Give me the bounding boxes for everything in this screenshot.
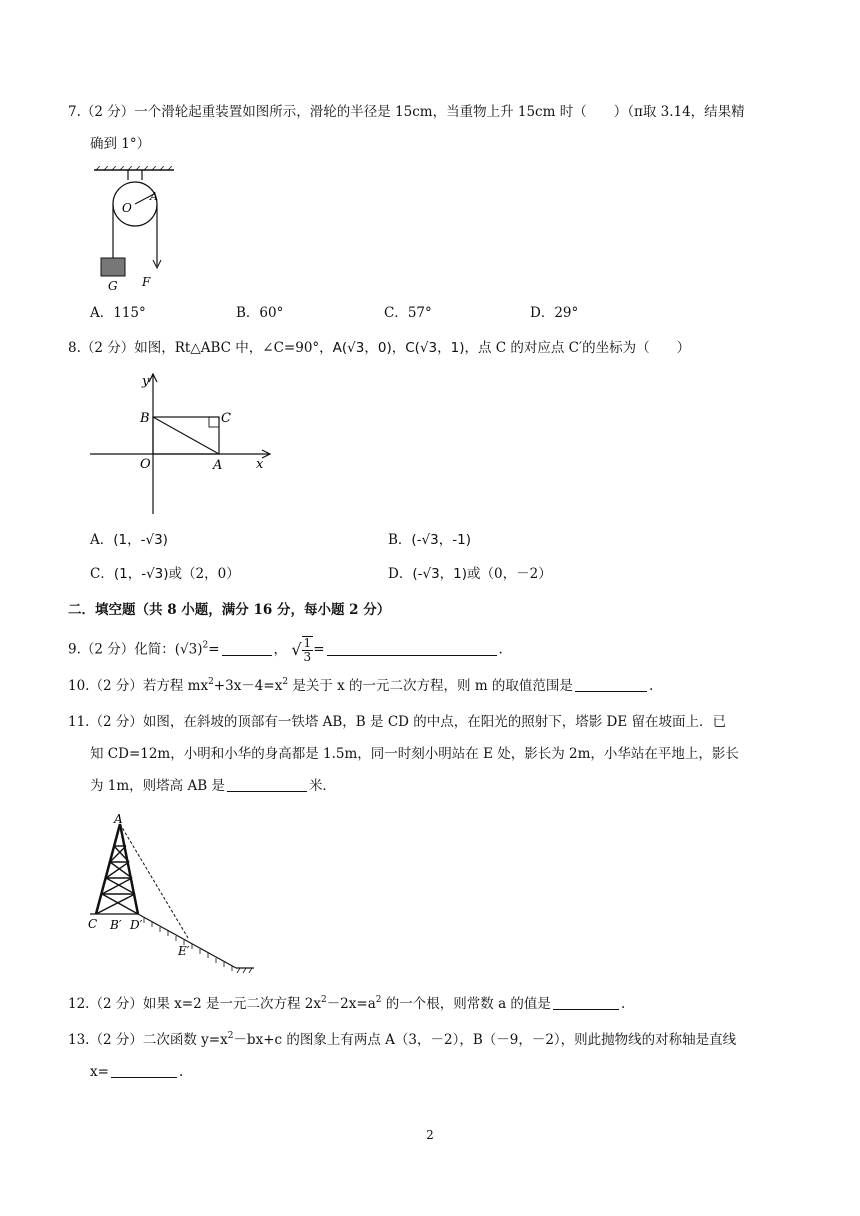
- q8-option-c: [90, 564, 240, 584]
- q8-option-b-value: (-√3，-1): [411, 532, 471, 548]
- q12-blank[interactable]: [553, 995, 619, 1010]
- axis-label-y: y: [142, 374, 150, 389]
- q9-fraction-denominator: 3: [303, 650, 312, 664]
- q13-line1: [68, 1030, 736, 1050]
- q8-stem-end: ，点 C 的对应点 C′的坐标为（ ）: [464, 340, 691, 356]
- q12-line: [68, 994, 625, 1014]
- q8-option-d-value: (-√3，1): [412, 566, 468, 582]
- q13-period: .: [178, 1064, 184, 1080]
- q13-exponent: 2: [227, 1031, 234, 1041]
- q9-period: .: [498, 641, 503, 658]
- q8-option-b-label: B．: [388, 532, 412, 548]
- q7-option-a: A．115°: [90, 305, 146, 321]
- q13-line2: [90, 1062, 183, 1082]
- q11-line1: 11.（2 分）如图，在斜坡的顶部有一铁塔 AB，B 是 CD 的中点，在阳光的照射下，塔影 DE 留在坡面上．已: [68, 714, 727, 730]
- q12-text-c: 的一个根，则常数 a 的值是: [381, 996, 551, 1012]
- q12-text-b: －2x=a: [326, 996, 376, 1012]
- tower-figure: [86, 810, 256, 975]
- coordinate-figure: [88, 368, 278, 518]
- q9-blank-2[interactable]: [327, 641, 497, 656]
- q7-option-b: B．60°: [236, 305, 284, 321]
- sqrt-sign: √: [291, 640, 302, 659]
- q8-option-a-label: A．: [90, 532, 114, 548]
- q10-exponent-1: 2: [208, 677, 214, 687]
- pulley-label-a: A: [150, 190, 158, 203]
- q13-text-a: 13.（2 分）二次函数 y=x: [68, 1032, 228, 1048]
- q11-line2: 知 CD=12m，小明和小华的身高都是 1.5m，同一时刻小明站在 E 处，影长为 2m，小华站在平地上，影长: [90, 746, 739, 762]
- q8-option-d-tail: 或（0，－2）: [467, 566, 552, 582]
- q8-point-c: C(√3，1): [405, 340, 465, 356]
- q8-option-a-value: (1，-√3): [113, 532, 168, 548]
- q9-equals-2: =: [313, 641, 325, 658]
- point-label-o: O: [140, 457, 151, 472]
- q10-period: .: [648, 678, 654, 694]
- q11-line3-start: 为 1m，则塔高 AB 是: [90, 778, 225, 794]
- q10-blank[interactable]: [575, 677, 647, 692]
- q10-text-a: 10.（2 分）若方程 mx: [68, 678, 209, 694]
- page-number: 2: [426, 1128, 434, 1142]
- q11-line3: [90, 776, 336, 796]
- q8-point-a: A(√3，0): [332, 340, 392, 356]
- q9-line: [68, 636, 503, 664]
- point-label-a: A: [213, 458, 223, 473]
- q9-fraction-numerator: 1: [303, 636, 312, 650]
- pulley-label-o: O: [122, 201, 132, 215]
- q9-fraction: [302, 636, 314, 664]
- q11-blank[interactable]: [227, 777, 307, 792]
- tower-label-e: E′: [178, 944, 190, 958]
- q7-option-d: D．29°: [530, 305, 579, 321]
- q8-option-a: [90, 530, 168, 550]
- q10-exponent-2: 2: [282, 677, 289, 687]
- q12-period: .: [620, 996, 626, 1012]
- q12-exponent-2: 2: [375, 995, 382, 1005]
- q10-text-c: 是关于 x 的一元二次方程，则 m 的取值范围是: [288, 678, 573, 694]
- pulley-figure: [88, 166, 178, 292]
- q8-option-d: [388, 564, 552, 584]
- tower-label-d: D′: [130, 918, 143, 932]
- q10-line: [68, 676, 653, 696]
- tower-label-b: B′: [110, 918, 122, 932]
- point-label-c: C: [221, 411, 231, 426]
- q12-text-a: 12.（2 分）如果 x=2 是一元二次方程 2x: [68, 996, 321, 1012]
- q7-option-c: C．57°: [384, 305, 432, 321]
- q9-prefix: 9.（2 分）化简：(√3): [68, 641, 203, 658]
- q13-blank[interactable]: [111, 1063, 177, 1078]
- tower-label-a: A: [114, 812, 123, 826]
- pulley-label-g: G: [108, 279, 118, 292]
- q8-line1: [68, 338, 690, 358]
- section-title: 二．填空题（共 8 小题，满分 16 分，每小题 2 分）: [68, 602, 391, 618]
- q8-option-c-tail: 或（2，0）: [168, 566, 240, 582]
- point-label-b: B: [140, 411, 150, 426]
- q7-line2: 确到 1°）: [90, 136, 151, 152]
- q8-option-c-value: (1，-√3): [113, 566, 169, 582]
- pulley-label-f: F: [142, 275, 151, 289]
- q8-option-d-label: D．: [388, 566, 413, 582]
- q9-comma: ，: [273, 641, 288, 658]
- q9-blank-1[interactable]: [222, 641, 272, 656]
- q11-line3-end: 米．: [308, 778, 336, 794]
- q8-separator: ，: [391, 340, 406, 356]
- axis-label-x: x: [256, 457, 264, 472]
- q13-line2-start: x=: [90, 1064, 109, 1080]
- q10-text-b: +3x－4=x: [213, 678, 283, 694]
- q13-text-b: －bx+c 的图象上有两点 A（3，－2），B（－9，－2），则此抛物线的对称轴是直线: [233, 1032, 737, 1048]
- q9-equals: =: [208, 641, 220, 658]
- q7-line1: 7.（2 分）一个滑轮起重装置如图所示，滑轮的半径是 15cm，当重物上升 15cm 时（ ）（π取 3.14，结果精: [68, 104, 745, 120]
- q8-option-b: [388, 530, 471, 550]
- q9-exponent: 2: [202, 640, 209, 651]
- tower-label-c: C: [88, 917, 98, 931]
- q8-option-c-label: C．: [90, 566, 114, 582]
- q12-exponent-1: 2: [320, 995, 327, 1005]
- q8-stem-start: 8.（2 分）如图，Rt△ABC 中，∠C=90°，: [68, 340, 333, 356]
